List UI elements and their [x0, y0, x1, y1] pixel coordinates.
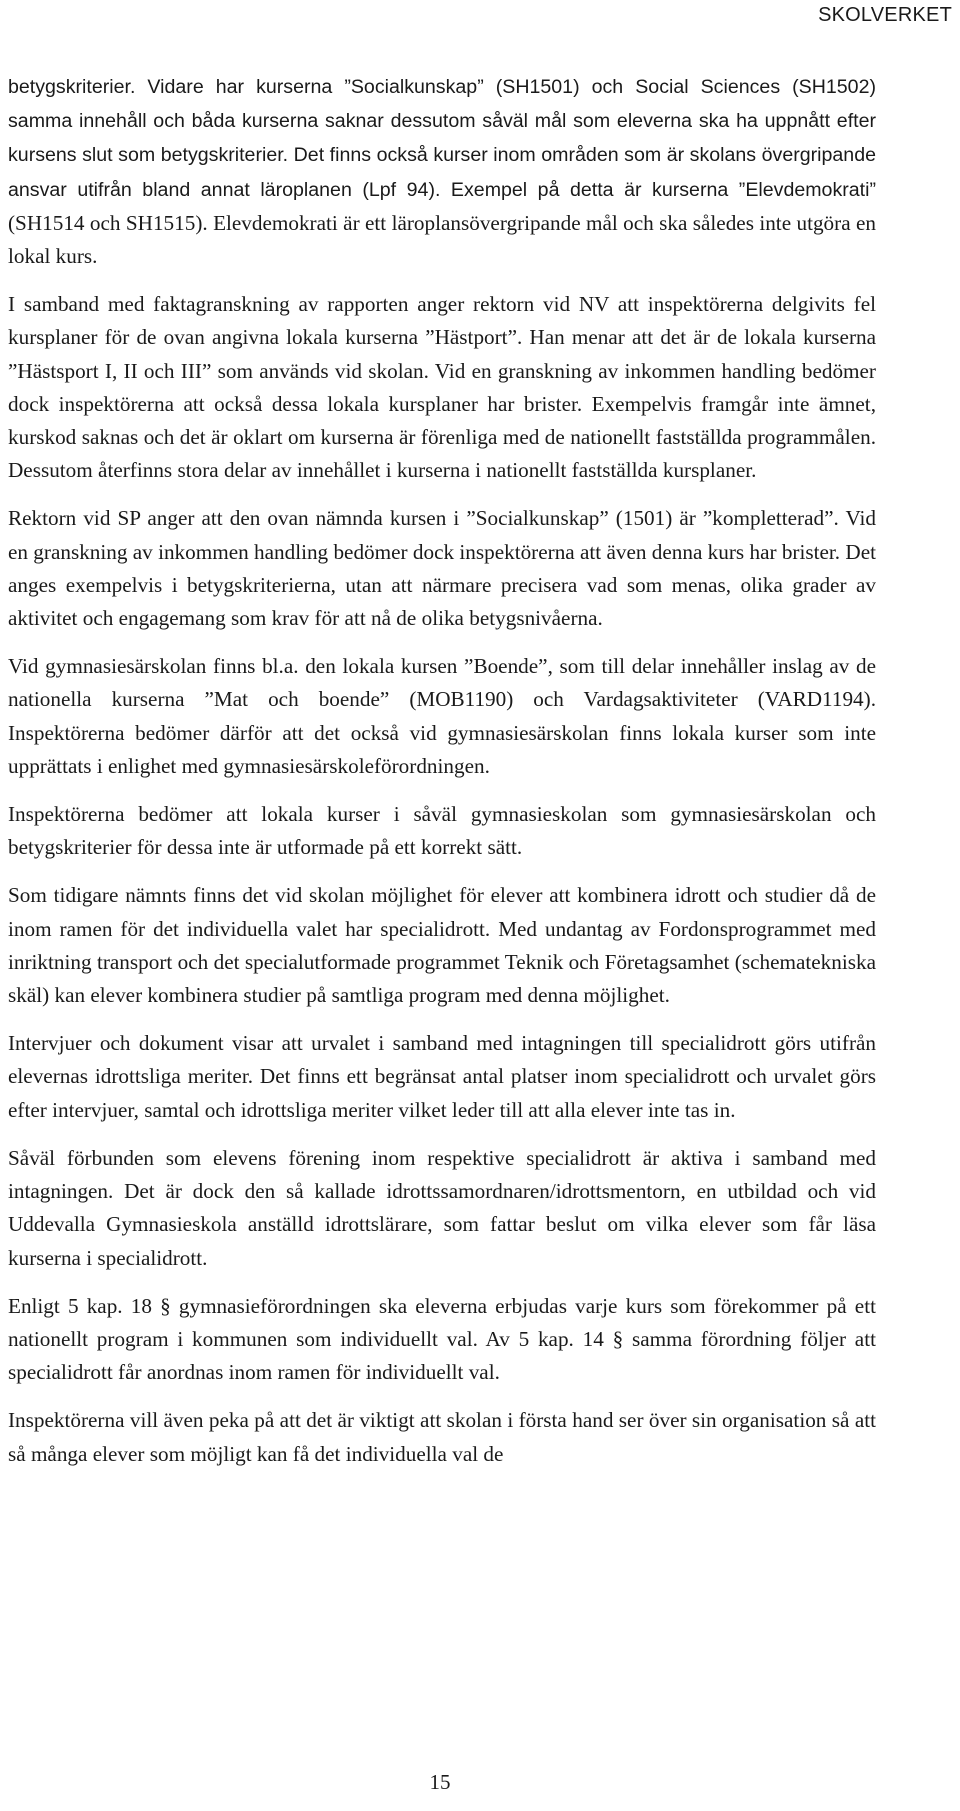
- paragraph-5: Inspektörerna bedömer att lokala kurser i såväl gymnasieskolan som gymnasiesärskolan och betygskriterier för dessa inte är utformade på ett korrekt sätt.: [8, 802, 876, 860]
- paragraph-8: Såväl förbunden som elevens förening inom respektive specialidrott är aktiva i samband med intagningen. Det är dock den så kallade idrottssamordnaren/idrottsmentorn, en utbildad och vid Uddevalla Gymnasieskola anställd idrottslärare, som fattar beslut om vilka elever som får läsa kurserna i specialidrott.: [8, 1145, 876, 1270]
- document-header: SKOLVERKET: [818, 4, 952, 26]
- paragraph-1: [8, 70, 876, 273]
- page-number: 15: [429, 1770, 451, 1794]
- paragraph-9: Enligt 5 kap. 18 § gymnasieförordningen ska eleverna erbjudas varje kurs som förekommer på ett nationellt program i kommunen som individuellt val. Av 5 kap. 14 § samma förordning följer att specialidrott får anordnas inom ramen för individuellt val.: [8, 1293, 876, 1385]
- paragraph-3: Rektorn vid SP anger att den ovan nämnda kursen i ”Socialkunskap” (1501) är ”kompletterad”. Vid en granskning av inkommen handling bedömer dock inspektörerna att även denna kurs har brister. Det anges exempelvis i betygskriterierna, utan att närmare precisera vad som menas, olika grader av aktivitet och engagemang som krav för att nå de olika betygsnivåerna.: [8, 506, 876, 631]
- paragraph-4: Vid gymnasiesärskolan finns bl.a. den lokala kursen ”Boende”, som till delar innehåller inslag av de nationella kurserna ”Mat och boende” (MOB1190) och Vardagsaktiviteter (VARD1194). Inspektörerna bedömer därför att det också vid gymnasiesärskolan finns lokala kurser som inte upprättats i enlighet med gymnasiesärskoleförordningen.: [8, 654, 876, 778]
- paragraph-7: Intervjuer och dokument visar att urvalet i samband med intagningen till specialidrott görs utifrån elevernas idrottsliga meriter. Det finns ett begränsat antal platser inom specialidrott och urvalet görs efter intervjuer, samtal och idrottsliga meriter vilket leder till att alla elever inte tas in.: [8, 1031, 876, 1122]
- document-body: [8, 70, 876, 1486]
- paragraph-2: I samband med faktagranskning av rapporten anger rektorn vid NV att inspektörerna delgivits fel kursplaner för de ovan angivna lokala kurserna ”Hästport”. Han menar att det är de lokala kurserna ”Hästsport I, II och III” som används vid skolan. Vid en granskning av inkommen handling bedömer dock inspektörerna att också dessa lokala kursplaner har brister. Exempelvis framgår inte ämnet, kurskod saknas och det är oklart om kurserna är förenliga med de nationellt fastställda programmålen. Dessutom återfinns stora delar av innehållet i kurserna i nationellt fastställda kursplaner.: [8, 292, 876, 483]
- paragraph-1-serif-text: (SH1514 och SH1515). Elevdemokrati är ett läroplansövergripande mål och ska således inte utgöra en lokal kurs.: [8, 210, 876, 269]
- paragraph-10: Inspektörerna vill även peka på att det är viktigt att skolan i första hand ser över sin organisation så att så många elever som möjligt kan få det individuella val de: [8, 1408, 876, 1466]
- paragraph-6: Som tidigare nämnts finns det vid skolan möjlighet för elever att kombinera idrott och studier då de inom ramen för det individuella valet har specialidrott. Med undantag av Fordonsprogrammet med inriktning transport och det specialutformade programmet Teknik och Företagsamhet (schematekniska skäl) kan elever kombinera studier på samtliga program med denna möjlighet.: [8, 883, 876, 1008]
- paragraph-1-sans-text: betygskriterier. Vidare har kurserna ”Socialkunskap” (SH1501) och Social Sciences (SH1502) samma innehåll och båda kurserna saknar dessutom såväl mål som eleverna ska ha uppnått efter kursens slut som betygskriterier. Det finns också kurser inom områden som är skolans övergripande ansvar utifrån bland annat läroplanen (Lpf 94). Exempel på detta är kurserna ”Elevdemokrati”: [8, 76, 876, 201]
